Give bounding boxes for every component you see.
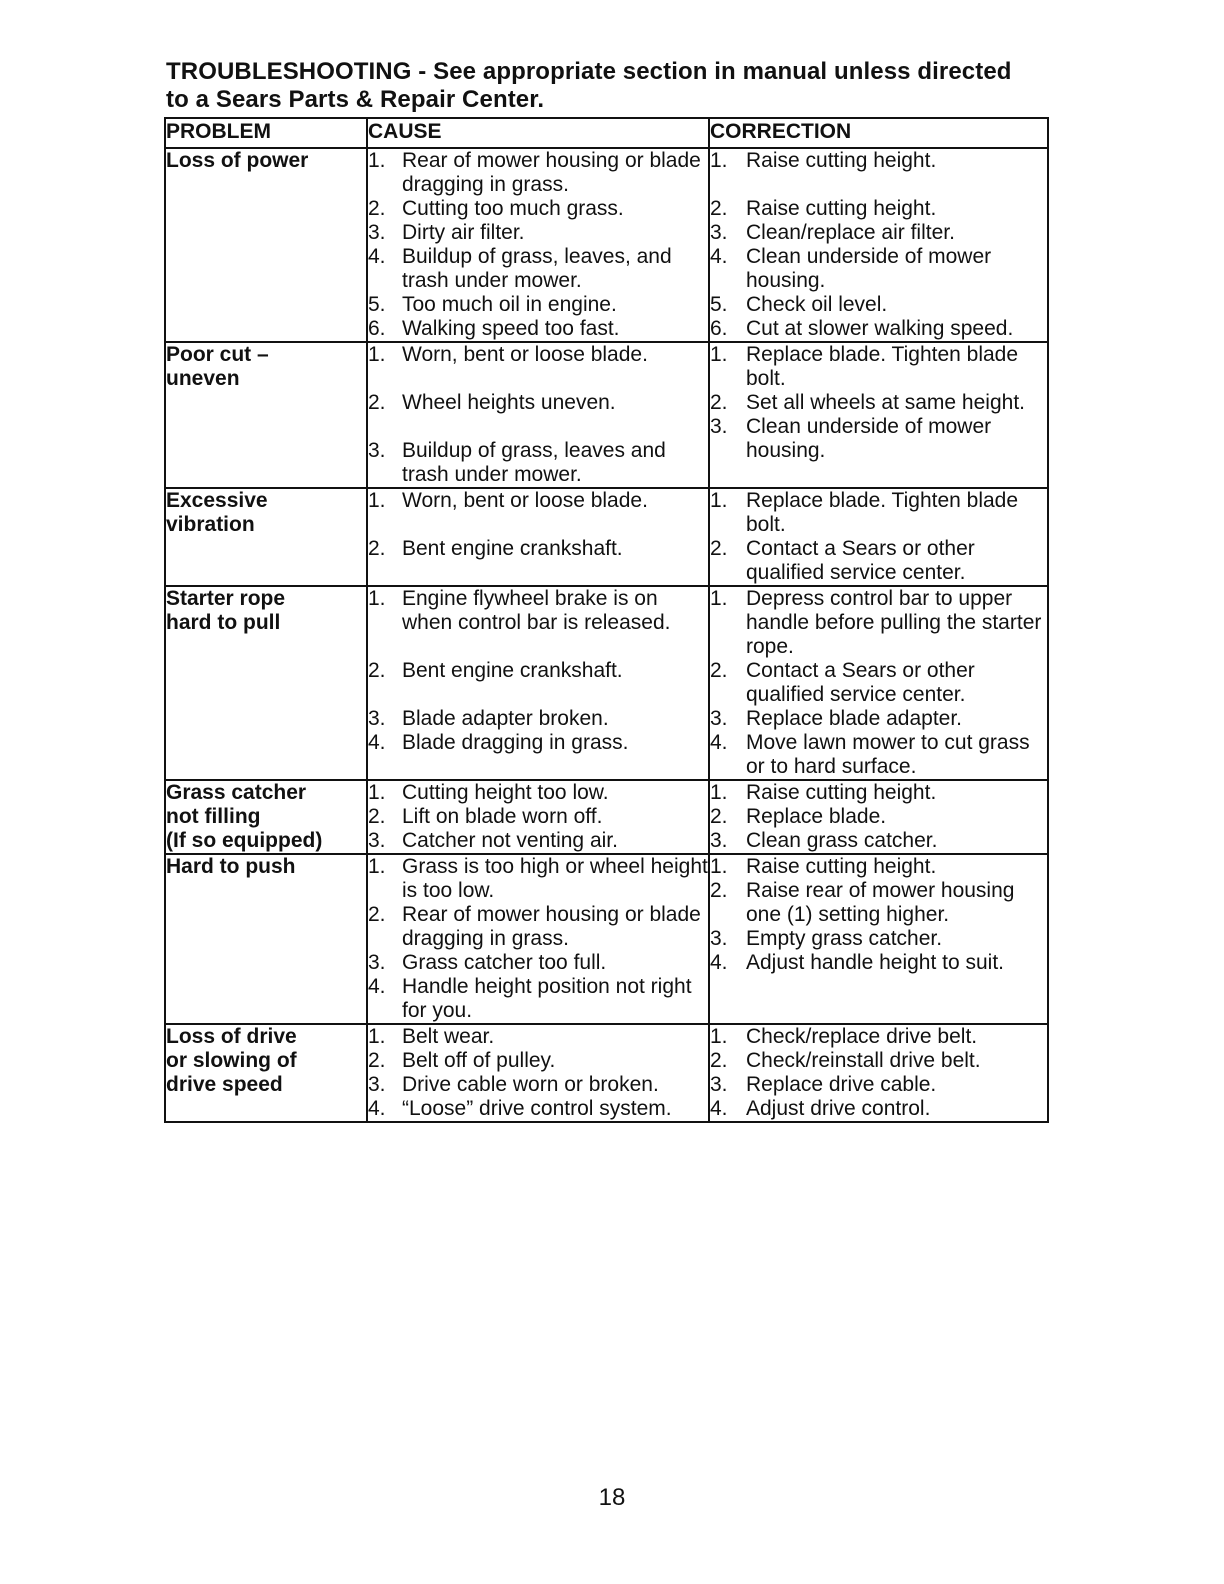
correction-cell bbox=[709, 1024, 1048, 1122]
cause-number: 3. bbox=[368, 829, 386, 852]
cause-text: Cutting height too low. bbox=[402, 781, 609, 804]
table-header-row bbox=[165, 118, 1048, 148]
correction-number: 3. bbox=[710, 707, 728, 730]
cause-item bbox=[368, 1049, 708, 1073]
correction-number: 2. bbox=[710, 537, 728, 560]
cause-item bbox=[368, 293, 708, 317]
cause-text: Engine flywheel brake is on when control bar is released. bbox=[402, 587, 671, 634]
cause-item bbox=[368, 903, 708, 951]
problem-cell bbox=[165, 780, 367, 854]
correction-item bbox=[710, 1097, 1047, 1121]
header-problem: PROBLEM bbox=[165, 118, 367, 148]
cause-number: 5. bbox=[368, 293, 386, 316]
cause-item bbox=[368, 855, 708, 903]
cause-item bbox=[368, 149, 708, 197]
table-body bbox=[165, 148, 1048, 1122]
correction-number: 1. bbox=[710, 587, 728, 610]
cause-number: 4. bbox=[368, 975, 386, 998]
cause-text: Blade adapter broken. bbox=[402, 707, 609, 730]
cause-text: Rear of mower housing or blade dragging in grass. bbox=[402, 903, 701, 950]
correction-item bbox=[710, 391, 1047, 415]
correction-item bbox=[710, 707, 1047, 731]
cause-text: Buildup of grass, leaves and trash under mower. bbox=[402, 439, 666, 486]
cause-number: 2. bbox=[368, 903, 386, 926]
cause-item bbox=[368, 951, 708, 975]
cause-text: Bent engine crankshaft. bbox=[402, 537, 623, 560]
correction-text: Empty grass catcher. bbox=[746, 927, 943, 950]
correction-text: Raise cutting height. bbox=[746, 855, 937, 878]
cause-number: 4. bbox=[368, 1097, 386, 1120]
cause-number: 1. bbox=[368, 587, 386, 610]
correction-text: Replace drive cable. bbox=[746, 1073, 937, 1096]
troubleshooting-table bbox=[164, 117, 1049, 1123]
correction-cell bbox=[709, 586, 1048, 780]
correction-cell bbox=[709, 148, 1048, 342]
correction-item bbox=[710, 245, 1047, 293]
correction-item bbox=[710, 1025, 1047, 1049]
correction-text: Move lawn mower to cut grass or to hard surface. bbox=[746, 731, 1030, 778]
correction-text: Raise cutting height. bbox=[746, 149, 937, 172]
cause-item bbox=[368, 829, 708, 853]
correction-item bbox=[710, 489, 1047, 537]
correction-text: Raise rear of mower housing one (1) setting higher. bbox=[746, 879, 1015, 926]
cause-item bbox=[368, 317, 708, 341]
correction-number: 1. bbox=[710, 855, 728, 878]
correction-number: 6. bbox=[710, 317, 728, 340]
cause-text: Belt wear. bbox=[402, 1025, 495, 1048]
correction-text: Check/replace drive belt. bbox=[746, 1025, 978, 1048]
correction-text: Depress control bar to upper handle before pulling the starter rope. bbox=[746, 587, 1042, 658]
cause-item bbox=[368, 245, 708, 293]
cause-item bbox=[368, 781, 708, 805]
correction-text: Replace blade. Tighten blade bolt. bbox=[746, 343, 1019, 390]
correction-text: Check oil level. bbox=[746, 293, 888, 316]
cause-number: 1. bbox=[368, 781, 386, 804]
cause-cell bbox=[367, 1024, 709, 1122]
cause-item bbox=[368, 731, 708, 755]
correction-text: Adjust drive control. bbox=[746, 1097, 931, 1120]
correction-number: 2. bbox=[710, 659, 728, 682]
cause-number: 4. bbox=[368, 731, 386, 754]
table-row bbox=[165, 342, 1048, 488]
correction-number: 2. bbox=[710, 391, 728, 414]
correction-cell bbox=[709, 488, 1048, 586]
cause-cell bbox=[367, 780, 709, 854]
problem-text: or slowing of bbox=[166, 1049, 297, 1072]
cause-item bbox=[368, 343, 708, 367]
problem-cell bbox=[165, 1024, 367, 1122]
cause-number: 1. bbox=[368, 343, 386, 366]
correction-number: 3. bbox=[710, 1073, 728, 1096]
cause-number: 3. bbox=[368, 1073, 386, 1096]
problem-text: Loss of power bbox=[166, 149, 309, 172]
correction-item bbox=[710, 343, 1047, 391]
correction-number: 4. bbox=[710, 731, 728, 754]
correction-item bbox=[710, 1073, 1047, 1097]
cause-item bbox=[368, 489, 708, 513]
problem-cell bbox=[165, 148, 367, 342]
cause-cell bbox=[367, 148, 709, 342]
cause-item bbox=[368, 197, 708, 221]
cause-number: 2. bbox=[368, 1049, 386, 1072]
cause-number: 3. bbox=[368, 951, 386, 974]
correction-item bbox=[710, 879, 1047, 927]
cause-text: Lift on blade worn off. bbox=[402, 805, 603, 828]
correction-number: 2. bbox=[710, 805, 728, 828]
correction-number: 1. bbox=[710, 489, 728, 512]
problem-text: vibration bbox=[166, 513, 255, 536]
correction-cell bbox=[709, 342, 1048, 488]
correction-text: Replace blade. Tighten blade bolt. bbox=[746, 489, 1019, 536]
correction-number: 1. bbox=[710, 781, 728, 804]
cause-cell bbox=[367, 586, 709, 780]
correction-item bbox=[710, 221, 1047, 245]
cause-item bbox=[368, 1097, 708, 1121]
correction-text: Adjust handle height to suit. bbox=[746, 951, 1005, 974]
correction-item bbox=[710, 731, 1047, 779]
cause-text: Catcher not venting air. bbox=[402, 829, 618, 852]
correction-text: Clean grass catcher. bbox=[746, 829, 938, 852]
correction-number: 2. bbox=[710, 879, 728, 902]
cause-text: Handle height position not right for you. bbox=[402, 975, 692, 1022]
correction-text: Clean underside of mower housing. bbox=[746, 415, 992, 462]
cause-cell bbox=[367, 854, 709, 1024]
cause-number: 4. bbox=[368, 245, 386, 268]
correction-item bbox=[710, 805, 1047, 829]
cause-number: 2. bbox=[368, 391, 386, 414]
cause-text: Cutting too much grass. bbox=[402, 197, 624, 220]
correction-item bbox=[710, 659, 1047, 707]
correction-number: 3. bbox=[710, 221, 728, 244]
correction-item bbox=[710, 855, 1047, 879]
correction-number: 1. bbox=[710, 149, 728, 172]
cause-number: 3. bbox=[368, 221, 386, 244]
problem-text: drive speed bbox=[166, 1073, 283, 1096]
cause-item bbox=[368, 439, 708, 487]
correction-item bbox=[710, 197, 1047, 221]
problem-text: uneven bbox=[166, 367, 240, 390]
table-row bbox=[165, 854, 1048, 1024]
header-cause: CAUSE bbox=[367, 118, 709, 148]
cause-number: 1. bbox=[368, 855, 386, 878]
cause-text: Walking speed too fast. bbox=[402, 317, 620, 340]
cause-number: 3. bbox=[368, 439, 386, 462]
page-number: 18 bbox=[598, 1484, 626, 1511]
cause-text: Worn, bent or loose blade. bbox=[402, 343, 648, 366]
problem-text: Poor cut – bbox=[166, 343, 269, 366]
cause-item bbox=[368, 975, 708, 1023]
problem-text: hard to pull bbox=[166, 611, 281, 634]
cause-item bbox=[368, 537, 708, 561]
problem-text: Grass catcher bbox=[166, 781, 307, 804]
correction-item bbox=[710, 1049, 1047, 1073]
correction-number: 1. bbox=[710, 1025, 728, 1048]
correction-item bbox=[710, 587, 1047, 659]
cause-number: 1. bbox=[368, 149, 386, 172]
cause-text: Grass catcher too full. bbox=[402, 951, 607, 974]
correction-number: 4. bbox=[710, 951, 728, 974]
correction-number: 2. bbox=[710, 1049, 728, 1072]
problem-text: Loss of drive bbox=[166, 1025, 297, 1048]
cause-item bbox=[368, 659, 708, 683]
correction-number: 1. bbox=[710, 343, 728, 366]
table-row bbox=[165, 586, 1048, 780]
problem-cell bbox=[165, 586, 367, 780]
correction-number: 5. bbox=[710, 293, 728, 316]
correction-number: 4. bbox=[710, 1097, 728, 1120]
correction-text: Contact a Sears or other qualified service center. bbox=[746, 537, 975, 584]
correction-text: Set all wheels at same height. bbox=[746, 391, 1025, 414]
cause-text: “Loose” drive control system. bbox=[402, 1097, 672, 1120]
problem-cell bbox=[165, 488, 367, 586]
cause-number: 1. bbox=[368, 489, 386, 512]
cause-item bbox=[368, 221, 708, 245]
cause-text: Wheel heights uneven. bbox=[402, 391, 616, 414]
correction-number: 3. bbox=[710, 415, 728, 438]
correction-item bbox=[710, 149, 1047, 173]
cause-number: 2. bbox=[368, 197, 386, 220]
correction-text: Raise cutting height. bbox=[746, 781, 937, 804]
problem-cell bbox=[165, 854, 367, 1024]
cause-item bbox=[368, 587, 708, 635]
correction-text: Contact a Sears or other qualified service center. bbox=[746, 659, 975, 706]
cause-text: Drive cable worn or broken. bbox=[402, 1073, 659, 1096]
cause-number: 2. bbox=[368, 659, 386, 682]
cause-cell bbox=[367, 342, 709, 488]
page-title bbox=[166, 58, 1066, 114]
correction-item bbox=[710, 927, 1047, 951]
cause-item bbox=[368, 1025, 708, 1049]
correction-cell bbox=[709, 780, 1048, 854]
cause-text: Dirty air filter. bbox=[402, 221, 525, 244]
correction-item bbox=[710, 415, 1047, 463]
correction-text: Clean/replace air filter. bbox=[746, 221, 955, 244]
correction-item bbox=[710, 781, 1047, 805]
cause-number: 1. bbox=[368, 1025, 386, 1048]
cause-text: Grass is too high or wheel height is too low. bbox=[402, 855, 708, 902]
correction-item bbox=[710, 537, 1047, 585]
cause-item bbox=[368, 805, 708, 829]
correction-text: Replace blade. bbox=[746, 805, 887, 828]
correction-number: 3. bbox=[710, 927, 728, 950]
page-title-line-1: TROUBLESHOOTING - See appropriate section in manual unless directed bbox=[166, 58, 1012, 85]
correction-item bbox=[710, 951, 1047, 975]
page-title-line-2: to a Sears Parts & Repair Center. bbox=[166, 86, 545, 113]
table-row bbox=[165, 488, 1048, 586]
cause-text: Buildup of grass, leaves, and trash under mower. bbox=[402, 245, 672, 292]
correction-number: 2. bbox=[710, 197, 728, 220]
table-row bbox=[165, 1024, 1048, 1122]
cause-text: Bent engine crankshaft. bbox=[402, 659, 623, 682]
cause-number: 2. bbox=[368, 805, 386, 828]
problem-text: Starter rope bbox=[166, 587, 286, 610]
cause-text: Rear of mower housing or blade dragging in grass. bbox=[402, 149, 701, 196]
header-correction: CORRECTION bbox=[709, 118, 1048, 148]
correction-number: 4. bbox=[710, 245, 728, 268]
correction-item bbox=[710, 829, 1047, 853]
cause-text: Blade dragging in grass. bbox=[402, 731, 629, 754]
cause-item bbox=[368, 391, 708, 415]
correction-item bbox=[710, 293, 1047, 317]
cause-item bbox=[368, 707, 708, 731]
cause-text: Worn, bent or loose blade. bbox=[402, 489, 648, 512]
correction-text: Cut at slower walking speed. bbox=[746, 317, 1014, 340]
correction-number: 3. bbox=[710, 829, 728, 852]
problem-text: Hard to push bbox=[166, 855, 296, 878]
problem-text: (If so equipped) bbox=[166, 829, 323, 852]
cause-number: 3. bbox=[368, 707, 386, 730]
cause-text: Belt off of pulley. bbox=[402, 1049, 556, 1072]
cause-number: 6. bbox=[368, 317, 386, 340]
cause-cell bbox=[367, 488, 709, 586]
correction-text: Clean underside of mower housing. bbox=[746, 245, 992, 292]
correction-item bbox=[710, 317, 1047, 341]
correction-text: Replace blade adapter. bbox=[746, 707, 962, 730]
table-row bbox=[165, 780, 1048, 854]
correction-cell bbox=[709, 854, 1048, 1024]
correction-text: Raise cutting height. bbox=[746, 197, 937, 220]
cause-number: 2. bbox=[368, 537, 386, 560]
problem-text: Excessive bbox=[166, 489, 268, 512]
cause-item bbox=[368, 1073, 708, 1097]
correction-text: Check/reinstall drive belt. bbox=[746, 1049, 981, 1072]
table-row bbox=[165, 148, 1048, 342]
problem-cell bbox=[165, 342, 367, 488]
cause-text: Too much oil in engine. bbox=[402, 293, 617, 316]
problem-text: not filling bbox=[166, 805, 261, 828]
